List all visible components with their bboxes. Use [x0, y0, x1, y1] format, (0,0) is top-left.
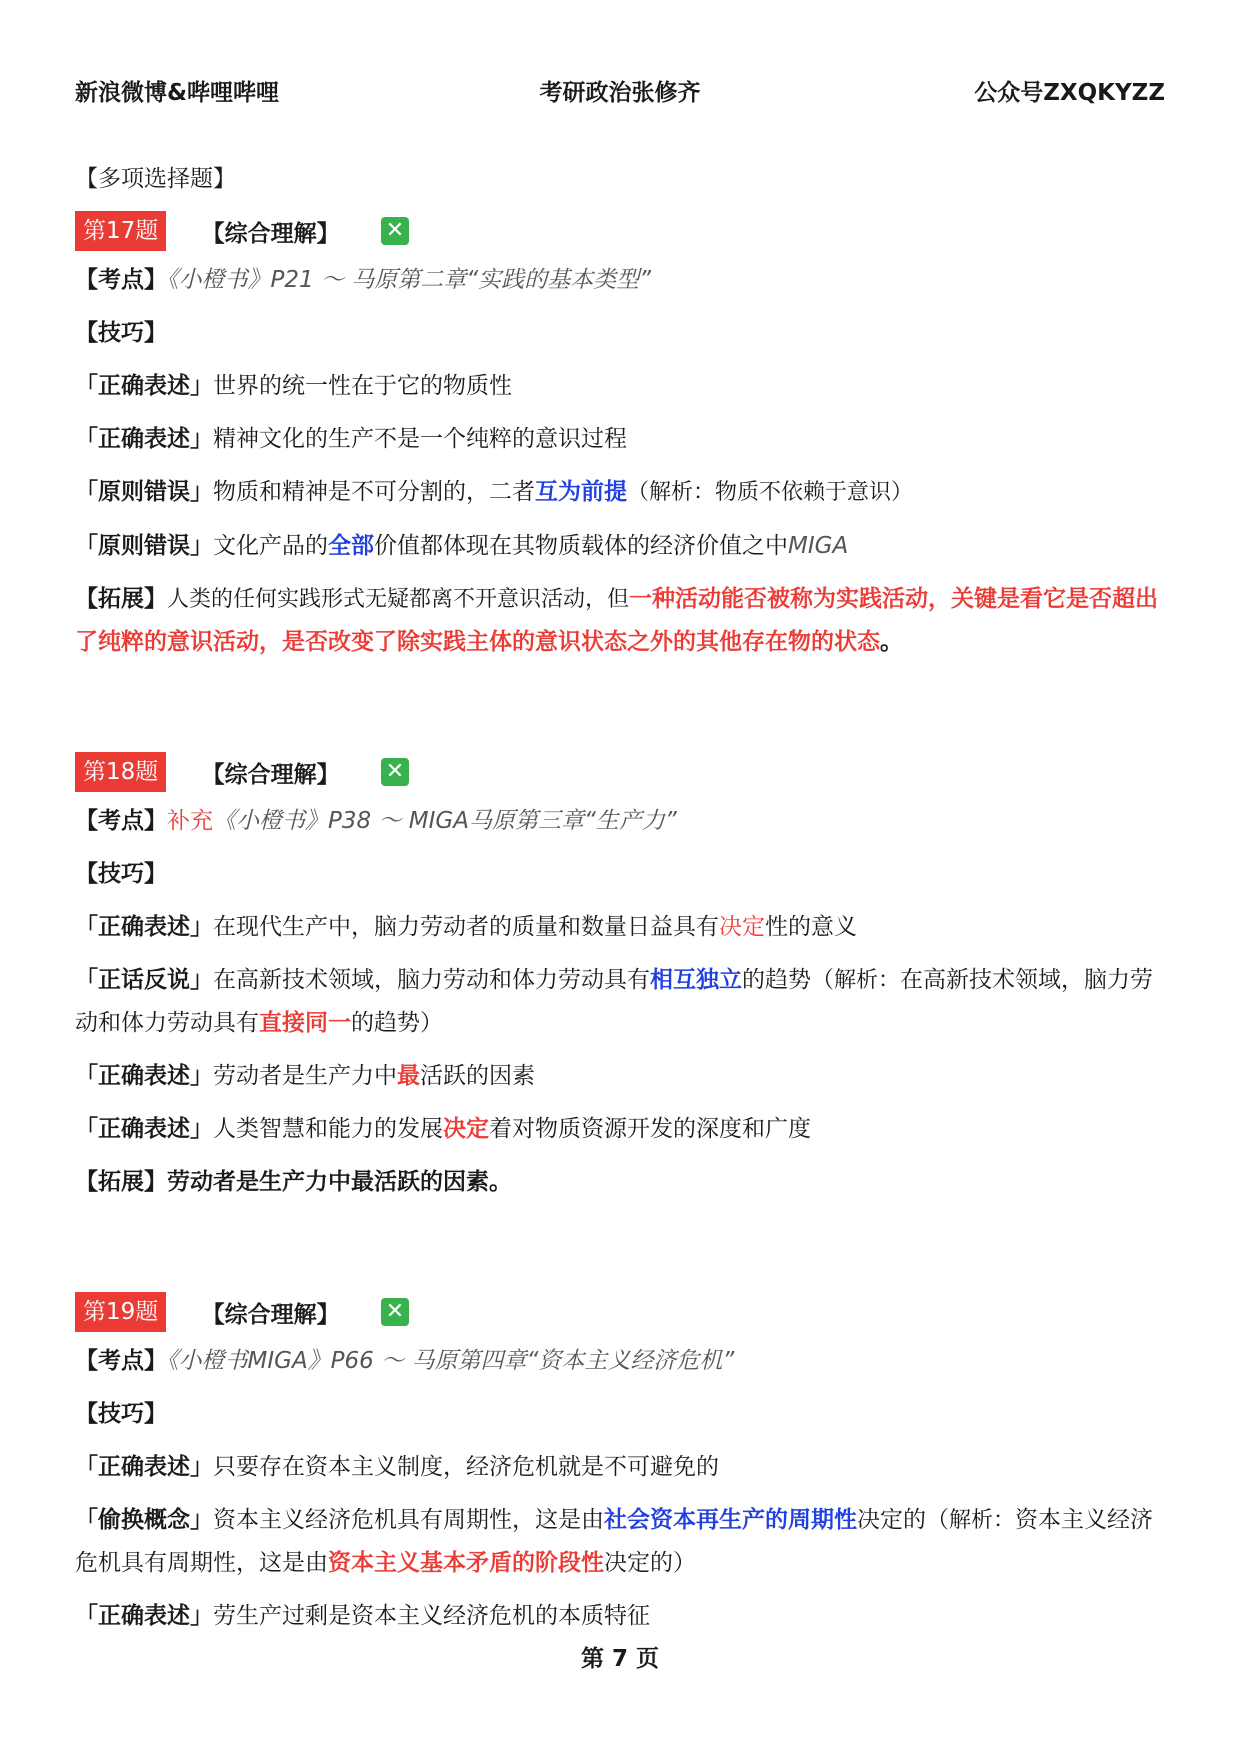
kaodian-text: 《小橙书MIGA》P66 ～ 马原第四章“资本主义经济危机”	[167, 1348, 735, 1374]
statement-text: 的趋势（	[742, 967, 834, 993]
statement-label: 「正确表述」	[75, 914, 213, 940]
q18-statement-1	[75, 906, 1165, 948]
statement-text: 在高新技术领域，脑力劳动和体力劳动具有	[213, 967, 650, 993]
question-section: 【综合理解】	[201, 1301, 340, 1328]
watermark-text: MIGA	[788, 533, 849, 559]
q17-statement-3	[75, 471, 1165, 514]
statement-label: 「正确表述」	[75, 426, 213, 452]
q19-jiqiao: 【技巧】	[75, 1401, 167, 1427]
statement-text: 着对物质资源开发的深度和广度	[489, 1116, 811, 1142]
header-center: 考研政治张修齐	[539, 80, 701, 106]
statement-label: 「正确表述」	[75, 1116, 213, 1142]
section-title: 【多项选择题】	[75, 166, 236, 192]
page-content	[75, 158, 1165, 1648]
highlight-red: 补充	[167, 808, 213, 834]
cross-mark-icon: ✕	[381, 1298, 409, 1326]
question-tag: 第19题	[75, 1292, 166, 1332]
q18-statement-2	[75, 959, 1165, 1044]
cross-mark-icon: ✕	[381, 217, 409, 245]
q17-header	[75, 211, 1165, 251]
extension-label: 【拓展】	[75, 1169, 167, 1195]
highlight-blue: 相互独立	[650, 967, 742, 993]
highlight-red: 直接同一	[259, 1010, 351, 1036]
highlight-red: 一种活动能否被称为实践活动，关键是看它是否超出了纯粹的意识活动，是否改变了除实践主体的意识状态之外的其他存在物的状态	[75, 586, 1159, 655]
statement-text: 决定的）	[604, 1550, 696, 1576]
statement-label: 「正确表述」	[75, 373, 213, 399]
kaodian-text: 《小橙书》P38 ～ MIGA马原第三章“生产力”	[213, 808, 677, 834]
q18-extension	[75, 1161, 1165, 1203]
statement-text: 劳生产过剩是资本主义经济危机的本质特征	[213, 1603, 650, 1629]
statement-text: 决定的（	[857, 1507, 949, 1533]
statement-text: 价值都体现在其物质载体的经济价值之中	[374, 533, 788, 559]
q17-statement-4	[75, 525, 1165, 567]
analysis-note: （解析：物质不依赖于意识）	[627, 480, 914, 505]
extension-text: 劳动者是生产力中最活跃的因素。	[167, 1169, 512, 1195]
statement-text: 精神文化的生产不是一个纯粹的意识过程	[213, 426, 627, 452]
statement-text: 性的意义	[765, 914, 857, 940]
header-left: 新浪微博&哔哩哔哩	[75, 80, 280, 106]
statement-text: 在高新技术领域，脑力劳动和体力劳动具有	[75, 967, 1154, 1036]
analysis-note: 解析：	[834, 968, 901, 993]
q19-statement-3	[75, 1595, 1165, 1637]
statement-label: 「正确表述」	[75, 1063, 213, 1089]
page-header	[75, 74, 1165, 114]
cross-mark-icon: ✕	[381, 758, 409, 786]
q17-statement-1	[75, 365, 1165, 407]
statement-text: 世界的统一性在于它的物质性	[213, 373, 512, 399]
q19-statement-2	[75, 1499, 1165, 1584]
q17-kaodian	[75, 259, 1165, 301]
highlight-red: 决定	[719, 914, 765, 940]
kaodian-label: 【考点】	[75, 808, 167, 834]
q18-statement-4	[75, 1108, 1165, 1150]
statement-text: 物质和精神是不可分割的，二者	[213, 479, 535, 505]
q17-jiqiao: 【技巧】	[75, 320, 167, 346]
statement-text: 劳动者是生产力中	[213, 1063, 397, 1089]
statement-label: 「正话反说」	[75, 967, 213, 993]
kaodian-text: 《小橙书》P21 ～ 马原第二章“实践的基本类型”	[167, 267, 652, 293]
extension-end: 。	[880, 629, 903, 655]
question-section: 【综合理解】	[201, 220, 340, 247]
page-number: 第 7 页	[580, 1646, 660, 1672]
header-right: 公众号ZXQKYZZ	[974, 80, 1165, 106]
question-tag: 第18题	[75, 752, 166, 792]
kaodian-label: 【考点】	[75, 1348, 167, 1374]
statement-text: 资本主义经济危机具有周期性，这是由	[213, 1507, 604, 1533]
statement-label: 「偷换概念」	[75, 1507, 213, 1533]
highlight-red: 资本主义基本矛盾的阶段性	[328, 1550, 604, 1576]
highlight-blue: 互为前提	[535, 479, 627, 505]
statement-label: 「原则错误」	[75, 479, 213, 505]
q17-extension	[75, 578, 1165, 663]
statement-text: 在现代生产中，脑力劳动者的质量和数量日益具有	[213, 914, 719, 940]
highlight-red: 最	[397, 1063, 420, 1089]
statement-text: 文化产品的	[213, 533, 328, 559]
q18-jiqiao: 【技巧】	[75, 861, 167, 887]
q18-statement-3	[75, 1055, 1165, 1097]
analysis-note: 解析：	[949, 1508, 1016, 1533]
q19-header	[75, 1292, 1165, 1332]
extension-text: 人类的任何实践形式无疑都离不开意识活动，但	[167, 587, 630, 612]
question-tag: 第17题	[75, 211, 166, 251]
q19-kaodian	[75, 1340, 1165, 1382]
highlight-red: 决定	[443, 1116, 489, 1142]
statement-text: 活跃的因素	[420, 1063, 535, 1089]
statement-text: 人类智慧和能力的发展	[213, 1116, 443, 1142]
statement-text: 的趋势）	[351, 1010, 443, 1036]
statement-label: 「原则错误」	[75, 533, 213, 559]
q19-statement-1	[75, 1446, 1165, 1488]
extension-label: 【拓展】	[75, 586, 167, 612]
statement-label: 「正确表述」	[75, 1454, 213, 1480]
q18-header	[75, 752, 1165, 792]
highlight-blue: 全部	[328, 533, 374, 559]
q18-kaodian	[75, 800, 1165, 842]
highlight-blue: 社会资本再生产的周期性	[604, 1507, 857, 1533]
q17-statement-2	[75, 418, 1165, 460]
statement-label: 「正确表述」	[75, 1603, 213, 1629]
question-section: 【综合理解】	[201, 761, 340, 788]
kaodian-label: 【考点】	[75, 267, 167, 293]
statement-text: 资本主义经济危机具有周期性，这是由	[75, 1507, 1154, 1576]
statement-text: 只要存在资本主义制度，经济危机就是不可避免的	[213, 1454, 719, 1480]
